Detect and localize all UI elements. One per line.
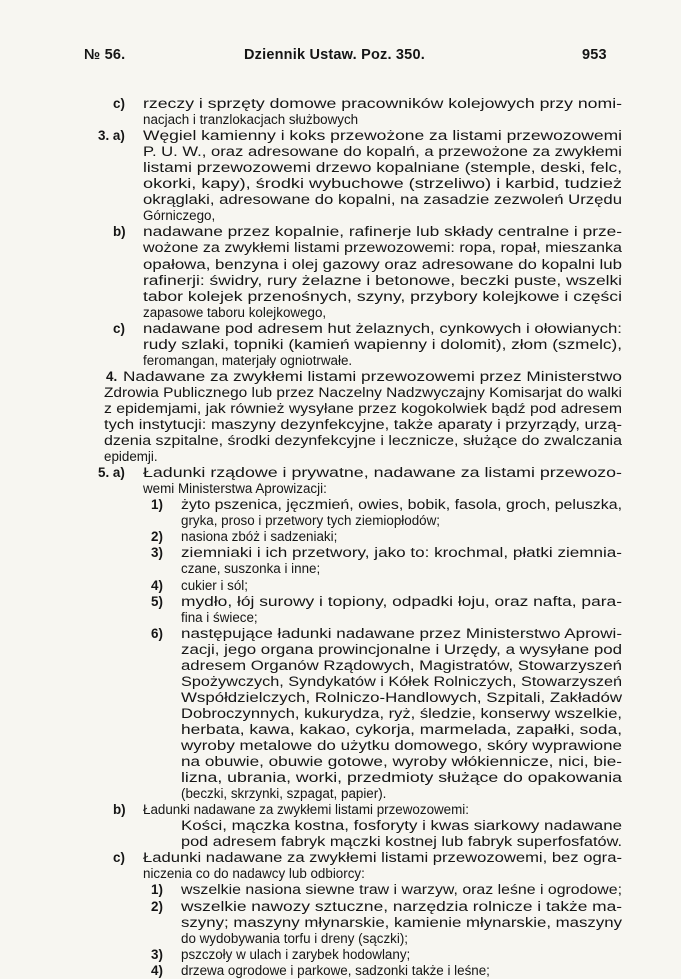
text-line: Ładunki nadawane za zwykłemi listami przewozowemi:	[143, 802, 469, 818]
text-line: wszelkie nawozy sztuczne, narzędzia rolnicze i także ma-	[181, 898, 623, 914]
text-line: P. U. W., oraz adresowane do kopalń, a przewożone za zwykłemi	[143, 144, 623, 160]
item-marker: b)	[113, 224, 126, 240]
text-line: mydło, łój surowy i topiony, odpadki łoju, oraz nafta, para-	[181, 593, 622, 609]
text-line: pod adresem fabryk mączki kostnej lub fabryk superfosfatów.	[181, 834, 623, 850]
item-marker: 6)	[151, 625, 163, 641]
item-marker: 1)	[151, 882, 163, 898]
text-line: tabor kolejek przenośnych, szyny, przybory kolejkowe i części	[143, 288, 622, 304]
text-line: Górniczego,	[143, 208, 216, 224]
text-line: zacji, jego organa prowincjonalne i Urzędy, a wysyłane pod	[181, 641, 623, 657]
text-line: rafinerji: świdry, rury żelazne i betonowe, beczki puste, wszelki	[143, 272, 623, 288]
text-line: żyto pszenica, jęczmień, owies, bobik, fasola, groch, peluszka,	[181, 497, 623, 513]
journal-title: Dziennik Ustaw. Poz. 350.	[244, 47, 425, 63]
page-number: 953	[582, 47, 607, 63]
text-line: feromangan, materjały ogniotrwałe.	[143, 352, 353, 368]
item-marker: c)	[113, 320, 125, 336]
item-marker: c)	[113, 96, 125, 111]
text-line: cukier i sól;	[181, 577, 248, 593]
text-line: Współdzielczych, Rolniczo-Handlowych, Szpitali, Zakładów	[181, 689, 623, 705]
text-line: wemi Ministerstwa Aprowizacji:	[143, 481, 327, 497]
text-line: następujące ładunki nadawane przez Ministerstwo Aprowi-	[181, 625, 622, 641]
text-line: dzenia szpitalne, środki dezynfekcyjne i lecznicze, służące do zwalczania	[104, 433, 622, 449]
text-line: szyny; maszyny młynarskie, kamienie młynarskie, maszyny	[181, 914, 623, 930]
text-line: ziemniaki i ich przetwory, jako to: krochmal, płatki ziemnia-	[181, 545, 622, 561]
text-line: Spożywczych, Syndykatów i Kółek Rolniczych, Stowarzyszeń	[181, 673, 623, 689]
text-line: fina i świece;	[181, 609, 258, 625]
item-marker: 2)	[151, 898, 163, 914]
item-marker: 2)	[151, 529, 163, 545]
text-line: rzeczy i sprzęty domowe pracowników kolejowych przy nomi-	[143, 96, 623, 111]
text-line: nadawane przez kopalnie, rafinerje lub składy centralne i prze-	[143, 224, 623, 240]
text-line: okorki, kapy), środki wybuchowe (strzeliwo) i karbid, tudzież	[143, 176, 622, 192]
text-line: Ładunki rządowe i prywatne, nadawane za listami przewozo-	[143, 465, 622, 481]
text-line: wszelkie nasiona siewne traw i warzyw, oraz leśne i ogrodowe;	[181, 882, 622, 898]
text-line: z epidemjami, jak również wysyłane przez kogokolwiek bądź pod adresem	[104, 400, 622, 416]
text-line: do wydobywania torfu i dreny (sączki);	[181, 930, 408, 946]
text-line: na obuwie, obuwie gotowe, wyroby włókiennicze, nici, bie-	[181, 754, 623, 770]
item-marker: 1)	[151, 497, 163, 513]
text-line: wożone za zwykłemi listami przewozowemi: ropa, ropał, mieszanka	[143, 240, 622, 256]
item-marker: 3)	[151, 946, 163, 962]
text-line: czane, suszonka i inne;	[181, 561, 321, 577]
text-line: Zdrowia Publicznego lub przez Naczelny Nadzwyczajny Komisarjat do walki	[104, 384, 622, 400]
item-marker: c)	[113, 850, 125, 866]
text-line: nacjach i tranzlokacjach służbowych	[143, 112, 359, 128]
text-line: adresem Organów Rządowych, Magistratów, Stowarzyszeń	[181, 657, 622, 673]
text-line: listami przewozowemi drzewo kopalniane (stemple, deski, felc,	[143, 160, 622, 176]
text-line: Dobroczynnych, kukurydza, ryż, śledzie, konserwy wszelkie,	[181, 705, 622, 721]
item-marker: 4)	[151, 577, 163, 593]
text-line: opałowa, benzyna i olej gazowy oraz adresowane do kopalni lub	[143, 256, 623, 272]
text-line: Ładunki nadawane za zwykłemi listami przewozowemi, bez ogra-	[143, 850, 622, 866]
text-line: Kości, mączka kostna, fosforyty i kwas siarkowy nadawane	[181, 818, 622, 834]
text-line: lizna, ubrania, worki, przedmioty służące do opakowania	[181, 770, 623, 786]
text-line: Węgiel kamienny i koks przewożone za listami przewozowemi	[143, 128, 622, 144]
item-marker: 3)	[151, 545, 163, 561]
item-marker: 4)	[151, 962, 163, 978]
text-line: okrąglaki, adresowane do kopalni, na zasadzie zezwoleń Urzędu	[143, 192, 623, 208]
item-marker: 4.	[106, 368, 118, 384]
text-line: nadawane pod adresem hut żelaznych, cynkowych i ołowianych:	[143, 320, 622, 336]
text-line: tych instytucji: maszyny dezynfekcyjne, także aparaty i przyrządy, urzą-	[104, 417, 622, 432]
item-marker: 3. a)	[98, 128, 125, 144]
text-line: nasiona zbóż i sadzeniaki;	[181, 529, 338, 545]
text-line: pszczoły w ulach i zarybek hodowlany;	[181, 946, 411, 962]
text-line: herbata, kawa, kakao, cykorja, marmelada, zapałki, soda,	[181, 721, 623, 737]
text-line: drzewa ogrodowe i parkowe, sadzonki także i leśne;	[181, 962, 490, 978]
text-line: niczenia co do nadawcy lub odbiorcy:	[143, 866, 365, 882]
text-line: (beczki, skrzynki, szpagat, papier).	[181, 786, 387, 802]
item-marker: 5. a)	[98, 465, 125, 481]
issue-number: № 56.	[84, 47, 126, 63]
text-line: rudy szlaki, topniki (kamień wapienny i dolomit), złom (szmelc),	[143, 336, 623, 352]
text-line: zapasowe taboru kolejkowego,	[143, 304, 327, 320]
text-line: Nadawane za zwykłemi listami przewozowemi przez Ministerstwo	[123, 368, 623, 384]
text-line: epidemji.	[104, 449, 158, 465]
text-line: wyroby metalowe do użytku domowego, skóry wyprawione	[181, 738, 623, 753]
text-line: gryka, proso i przetwory tych ziemiopłodów;	[181, 513, 440, 529]
item-marker: b)	[113, 802, 126, 818]
item-marker: 5)	[151, 593, 163, 609]
